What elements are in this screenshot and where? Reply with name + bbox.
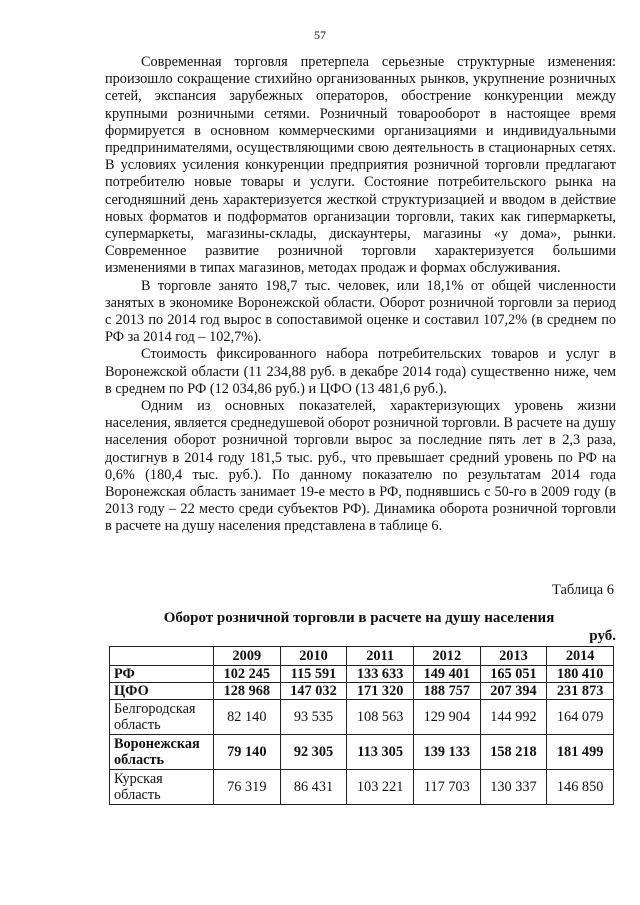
table-cell: 76 319 (214, 770, 281, 805)
table-cell: 231 873 (547, 683, 614, 700)
column-header: 2013 (480, 647, 547, 666)
data-table (109, 646, 614, 805)
table-cell: 180 410 (547, 666, 614, 683)
table-cell: 82 140 (214, 700, 281, 735)
table-cell: 158 218 (480, 735, 547, 770)
column-header: 2012 (413, 647, 480, 666)
page-number: 57 (314, 28, 326, 42)
column-header: 2010 (280, 647, 347, 666)
table-row (110, 735, 614, 770)
table-cell: 188 757 (413, 683, 480, 700)
table-cell: 103 221 (347, 770, 414, 805)
table-cell: 164 079 (547, 700, 614, 735)
table-cell: 207 394 (480, 683, 547, 700)
table-cell: 130 337 (480, 770, 547, 805)
table-cell: 79 140 (214, 735, 281, 770)
table-cell: 115 591 (280, 666, 347, 683)
table-cell: 149 401 (413, 666, 480, 683)
table-row (110, 700, 614, 735)
table-cell: 139 133 (413, 735, 480, 770)
table-cell: 113 305 (347, 735, 414, 770)
table-cell: 165 051 (480, 666, 547, 683)
paragraph: В торговле занято 198,7 тыс. человек, или 18,1% от общей численности занятых в экономике Воронежской области. Оборот розничной торговли за период с 2013 по 2014 год вырос в сопоставимой оценке и составил 107,2% (в среднем по РФ за 2014 год – 102,7%). (105, 277, 616, 346)
body-text (105, 54, 616, 536)
table-row (110, 770, 614, 805)
table-cell: 117 703 (413, 770, 480, 805)
table-row (110, 666, 614, 683)
column-header: 2011 (347, 647, 414, 666)
region-name: Белгородская область (110, 700, 214, 735)
region-name: Курская область (110, 770, 214, 805)
paragraph: Стоимость фиксированного набора потребительских товаров и услуг в Воронежской области (11 234,88 руб. в декабре 2014 года) существенно ниже, чем в среднем по РФ (12 034,86 руб.) и ЦФО (13 481,6 руб.). (105, 346, 616, 397)
table-cell: 102 245 (214, 666, 281, 683)
table-cell: 147 032 (280, 683, 347, 700)
table-cell: 93 535 (280, 700, 347, 735)
paragraph: Одним из основных показателей, характеризующих уровень жизни населения, является среднедушевой оборот розничной торговли. В расчете на душу населения оборот розничной торговли вырос за последние пять лет в 2,3 раза, достигнув в 2014 году 181,5 тыс. руб., что превышает средний уровень по РФ на 0,6% (180,4 тыс. руб.). По данному показателю по результатам 2014 года Воронежская область занимает 19-е место в РФ, поднявшись с 50-го в 2009 году (в 2013 году – 22 место среди субъектов РФ). Динамика оборота розничной торговли в расчете на душу населения представлена в таблице 6. (105, 398, 617, 535)
table-label: Таблица 6 (551, 582, 614, 598)
table-cell: 128 968 (214, 683, 281, 700)
table-cell: 133 633 (347, 666, 414, 683)
column-header (110, 647, 214, 666)
column-header: 2014 (547, 647, 614, 666)
region-name: Воронежская область (110, 735, 214, 770)
table-cell: 92 305 (280, 735, 347, 770)
table-cell: 129 904 (413, 700, 480, 735)
table-cell: 181 499 (547, 735, 614, 770)
table-cell: 171 320 (347, 683, 414, 700)
table-cell: 86 431 (280, 770, 347, 805)
region-name: РФ (110, 666, 214, 683)
table-cell: 146 850 (547, 770, 614, 805)
table-cell: 108 563 (347, 700, 414, 735)
table-header-row (110, 647, 614, 666)
column-header: 2009 (214, 647, 281, 666)
table-unit: руб. (589, 628, 616, 644)
paragraph: Современная торговля претерпела серьезные структурные изменения: произошло сокращение стихийно организованных рынков, укрупнение розничных сетей, экспансия зарубежных операторов, обострение конкуренции между крупными розничными сетями. Розничный товарооборот в настоящее время формируется в основном коммерческими организациями и индивидуальными предпринимателями, осуществляющими свою деятельность в стационарных сетях. В условиях усиления конкуренции предприятия розничной торговли предлагают потребителю новые товары и услуги. Состояние потребительского рынка на сегодняшний день характеризуется жесткой структуризацией и вводом в действие новых форматов и подформатов организации торговли, таких как гипермаркеты, супермаркеты, магазины-склады, дискаунтеры, магазины «у дома», рынки. Современное развитие розничной торговли характеризуется большими изменениями в типах магазинов, методах продаж и формах обслуживания. (105, 54, 616, 277)
table-title: Оборот розничной торговли в расчете на душу населения (163, 610, 555, 626)
region-name: ЦФО (110, 683, 214, 700)
table-row (110, 683, 614, 700)
table-cell: 144 992 (480, 700, 547, 735)
